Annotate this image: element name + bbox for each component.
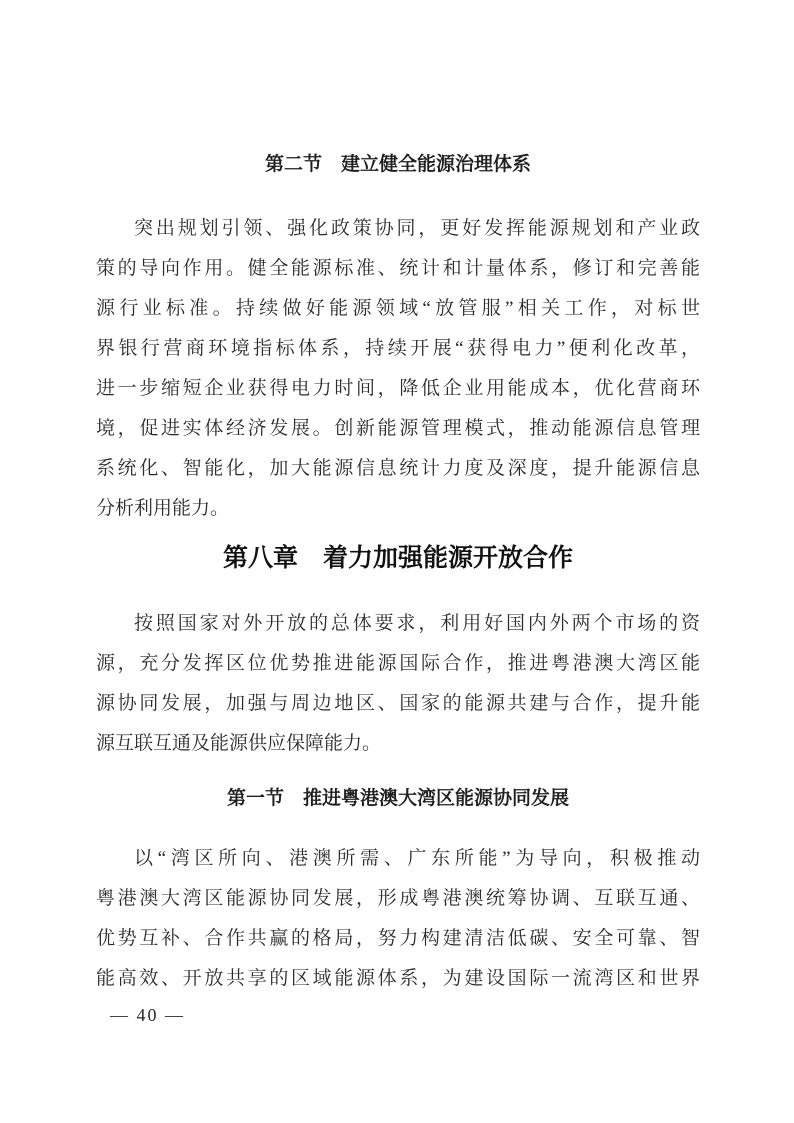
paragraph-line: 优势互补、合作共赢的格局，努力构建清洁低碳、安全可靠、智 — [96, 928, 700, 949]
paragraph-line: 源，充分发挥区位优势推进能源国际合作，推进粤港澳大湾区能 — [96, 653, 700, 674]
text-column — [96, 0, 700, 1123]
paragraph-line: 策的导向作用。健全能源标准、统计和计量体系，修订和完善能 — [96, 258, 700, 279]
paragraph-line: 进一步缩短企业获得电力时间，降低企业用能成本，优化营商环 — [96, 378, 700, 399]
paragraph-line: 突出规划引领、强化政策协同，更好发挥能源规划和产业政 — [134, 218, 700, 239]
paragraph-line: 按照国家对外开放的总体要求，利用好国内外两个市场的资 — [134, 613, 700, 634]
paragraph-line: 分析利用能力。 — [96, 498, 230, 519]
paragraph-line: 源协同发展，加强与周边地区、国家的能源共建与合作，提升能 — [96, 693, 700, 714]
paragraph-line: 源互联互通及能源供应保障能力。 — [96, 733, 382, 754]
page-number: — 40 — — [110, 1005, 185, 1025]
section-heading-governance: 第二节 建立健全能源治理体系 — [264, 154, 531, 175]
paragraph-line: 界银行营商环境指标体系，持续开展“获得电力”便利化改革， — [96, 338, 700, 359]
paragraph-line: 源行业标准。持续做好能源领域“放管服”相关工作，对标世 — [96, 298, 700, 319]
chapter-heading-opening-cooperation: 第八章 着力加强能源开放合作 — [222, 545, 573, 572]
paragraph-line: 境，促进实体经济发展。创新能源管理模式，推动能源信息管理 — [96, 418, 700, 439]
section-heading-greater-bay-area: 第一节 推进粤港澳大湾区能源协同发展 — [226, 788, 569, 809]
paragraph-line: 系统化、智能化，加大能源信息统计力度及深度，提升能源信息 — [96, 458, 700, 479]
paragraph-greater-bay-area — [96, 839, 700, 999]
paragraph-line: 能高效、开放共享的区域能源体系，为建设国际一流湾区和世界 — [96, 968, 700, 989]
paragraph-line: 粤港澳大湾区能源协同发展，形成粤港澳统筹协调、互联互通、 — [96, 888, 700, 909]
paragraph-line: 以“湾区所向、港澳所需、广东所能”为导向，积极推动 — [134, 848, 700, 869]
paragraph-governance — [96, 209, 700, 529]
paragraph-opening-cooperation — [96, 604, 700, 764]
